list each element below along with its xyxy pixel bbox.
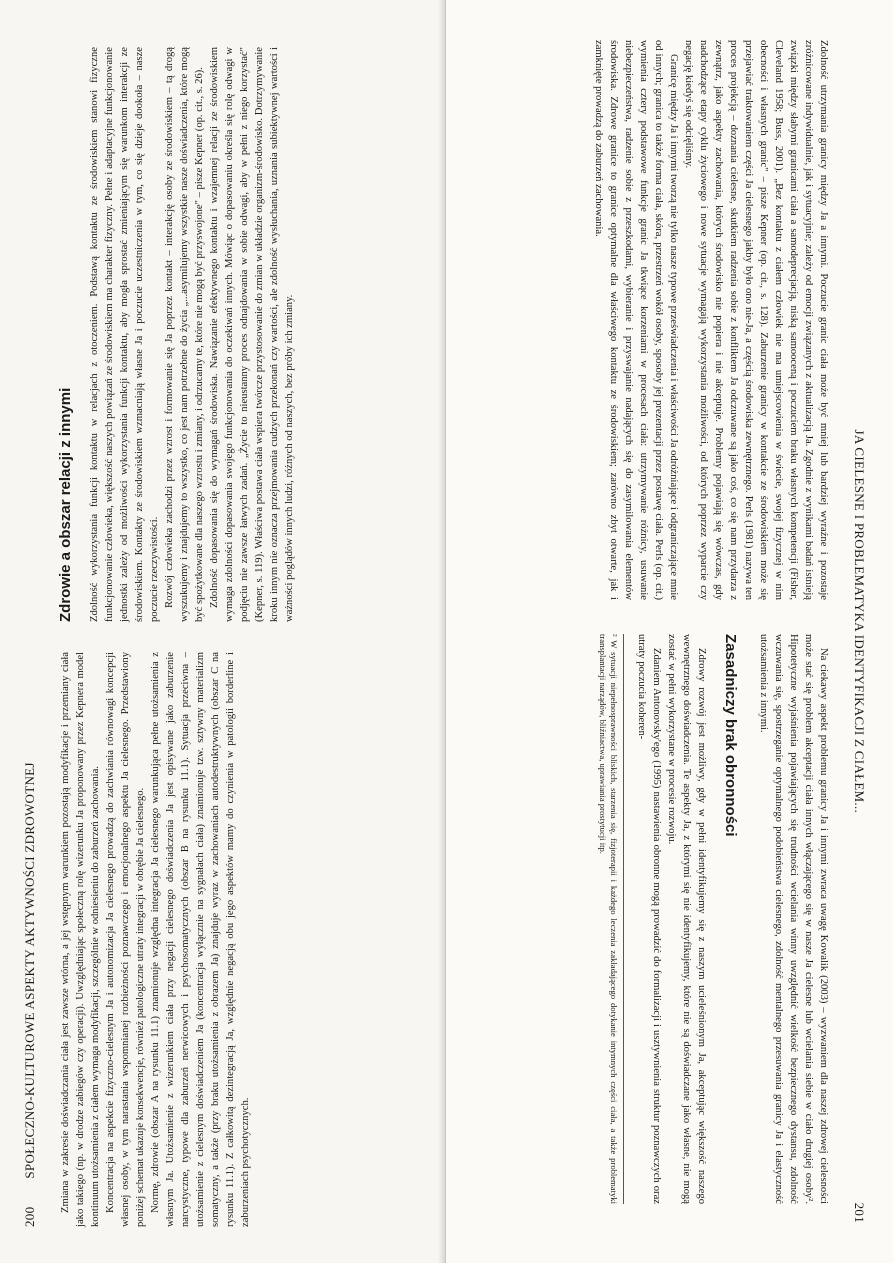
paragraph: Granicę między Ja i innymi tworzą nie tylko nasze typowe przeświadczenia i właściwości Ja odróżniające i odgraniczające mnie od innych; granica to także forma ciała, skóra, przestrzeń wokół osoby, sposoby jej prezentacji przez postawę ciała. Perls (op. cit.) wymienia cztery podstawowe funkcje granic Ja tkwiące korzeniami w procesach ciała: utrzymywanie różnicy, usuwanie niebezpieczeństwa, radzenie sobie z przeszkodami, wybieranie i przyswajanie nadających się do zasymilowania elementów środowiska. Zdrowe granice to granice optymalne dla właściwego kontaktu ze środowiskiem; zarówno zbyt otwarte, jak i zamknięte prowadzą do zaburzeń zachowania. [593, 40, 679, 600]
paragraph: Zdrowy rozwój jest możliwy, gdy w pełni identyfikujemy się z naszym ucieleśnionym Ja, akceptując większość naszego wewnętrznego doświadczenia. Te aspekty Ja, z którymi się nie identyfikujemy, które nie są doświadczane jako własne, nie mogą zostać w pełni wykorzystane w procesie rozwoju. [666, 634, 707, 1204]
paragraph: Rozwój człowieka zachodzi przez wzrost i formowanie się Ja poprzez kontakt – interakcję osoby ze środowiskiem – tą drogą wyszukujemy i znajdujemy to wszystko, co jest nam potrzebne do życia „...asymilujemy wszystkie nasze doświadczenia, które mogą być spożytkowane dla naszego wzrostu i zmiany, i odrzucamy te, które nie mogą być przyswojone" – pisze Kepner (op. cit., s. 26). [164, 47, 205, 622]
right-running-head [845, 40, 867, 1223]
paragraph: Zdaniem Antonovsky'ego (1995) nastawienia obronne mogą prowadzić do formalizacji i usztywnienia struktur poznawczych oraz utraty poczucia koheren- [636, 634, 662, 1204]
paragraph: Koncentracja na aspekcie fizyczno-cielesnym Ja i autonomizacja Ja cielesnego prowadzą do zachwiania równowagi koncepcji własnej osoby, w tym narastania wspomnianej rozbieżności poznawczego i emocjonalnego aspektu Ja cielesnego. Przedstawiony poniżej schemat ukazuje konsekwencje, również patologiczne utraty integracji w obrębie Ja cielesnego. [105, 652, 146, 1227]
right-column-2 [591, 634, 831, 1204]
left-column-1 [58, 652, 297, 1227]
left-running-head [22, 40, 44, 1227]
paragraph: Na ciekawy aspekt problemu granicy Ja i innymi zwraca uwagę Kowalik (2003) – wyzwaniem dla naszej zdrowej cielesności może stać się problem akceptacji ciała innych włączającego się w nasze Ja cielesne lub wcielania siebie w ciało drugiej osoby². Hipotetyczne wyjaśnienia pojawiających się trudności wcielania winny uwzględnić wielkość bezpiecznego dystansu, zdolność wczuwania się, spostrzeganie optymalnego podobieństwa cielesnego, zdolność mentalnego przesuwania granicy Ja i elastyczność utożsamienia z innymi. [758, 634, 829, 1204]
left-page-number: 200 [22, 1206, 37, 1227]
left-page [0, 0, 446, 1263]
paragraph: Zdolność wykorzystania funkcji kontaktu w relacjach z otoczeniem. Podstawą kontaktu ze środowiskiem stanowi fizyczne funkcjonowanie człowieka, większość naszych powiązań ze środowiskiem ma charakter fizyczny. Pełne i adaptacyjne funkcjonowanie jednostki zależy od możliwości wykorzystania funkcji kontaktu, aby mogła sprostać zmieniającym się warunkom interakcji ze środowiskiem. Kontakty ze środowiskiem wzmacniają własne Ja i poczucie uczestniczenia w tym, co się dzieje dookoła – nasze poczucie rzeczywistości. [89, 47, 160, 622]
paragraph: Normę, zdrowie (obszar A na rysunku 11.1) znamionuje względna integracja Ja cielesnego warunkująca pełne utożsamienia z własnym Ja. Utożsamienie z wizerunkiem ciała przy negacji cielesnego doświadczenia Ja jest opisywane jako zaburzenie narcystyczne, typowe dla zaburzeń nerwicowych i psychosomatycznych (obszar B na rysunku 11.1). Sytuacja przeciwna – utożsamienie z cielesnym doświadczeniem Ja (koncentracja wyłącznie na sygnałach ciała) znamionuje tzw. sztywny materializm somatyczny, a także (przy braku utożsamienia z obrazem Ja) znajduje wyraz w zachowaniach autodestruktywnych (obszar C na rysunku 11.1). Z całkowitą dezintegracją Ja, względnie negacją obu jego aspektów mamy do czynienia w patologii borderline i zaburzeniach psychotycznych. [150, 652, 251, 1227]
right-page-number: 201 [852, 1202, 867, 1223]
paragraph: Zmiana w zakresie doświadczania ciała jest zawsze wtórna, a jej wstępnym warunkiem pozostają modyfikacje i przemiany ciała jako takiego (np. w drodze zabiegów czy operacji). Uwzględniając społeczną rolę wizerunku Ja proponowany przez Kepnera model kontinuum utożsamienia z ciałem wymaga modyfikacji, szczególnie w odniesieniu do zaburzeń zachowania. [60, 652, 101, 1227]
left-column-2 [58, 47, 297, 622]
paragraph: Zdolność utrzymania granicy między Ja a innymi. Poczucie granic ciała może być mniej lub bardziej wyraźne i pozostaje zróżnicowane indywidualnie, jak i sytuacyjnie; zależy od emocji związanych z aktualizacją Ja. Zgodnie z wynikami badań istnieją związki między słabymi granicami ciała a samodeprecjacją, niską samooceną i poczuciem braku własnych kompetencji (Fisher, Cleveland 1958; Buss, 2001). „Bez kontaktu z ciałem człowiek nie ma umiejscowienia w świecie, swojej fizycznej w nim obecności i własnych granic" – pisze Kepner (op. cit., s. 128). Zaburzenie granicy w kontakcie ze środowiskiem może się przejawiać traktowaniem części Ja cielesnego jakby było ono nie-Ja, a częścią środowiska zewnętrznego. Perls (1981) nazywa ten proces projekcją – doznania cielesne, skutkiem radzenia sobie z konfliktem Ja odczuwane są jako coś, co się nam przydarza z zewnątrz, jako aspekty zachowania, których środowisko nie popiera i nie akceptuje. Problemy pojawiają się wówczas, gdy nadchodzące etapy cyklu życiowego i nowe sytuacje wymagają wykorzystania możliwości, od których poprzez wyparcie czy negację kiedyś się odcięliśmy. [683, 40, 829, 600]
left-running-title: SPOŁECZNO-KULTUROWE ASPEKTY AKTYWNOŚCI ZDROWOTNEJ [22, 762, 37, 1179]
right-page [446, 0, 893, 1263]
paragraph: Zdolność dopasowania się do wymagań środowiska. Nawiązanie efektywnego kontaktu i wzajemnej relacji ze środowiskiem wymaga zdolności dopasowania swojego funkcjonowania do oczekiwań innych. Mówiąc o dopasowaniu określa się rolę odwagi w podjęciu nie zawsze łatwych zadań. „Życie to nieustanny proces odnajdowania w sobie odwagi, aby w pełni z niego korzystać" (Kepner, s. 119). Właściwa postawa ciała wspiera twórcze przystosowanie do zmian w układzie organizm-środowisko. Dotrzymywanie kroku innym nie oznacza przejmowania cudzych przekonań czy wartości, ale zdolność wysłuchania, uznania subiektywnej wartości i ważności poglądów innych ludzi, różnych od naszych, bez próby ich zmiany. [209, 47, 295, 622]
section-heading: Zdrowie a obszar relacji z innymi [57, 387, 74, 622]
footnote: ² W sytuacji niepełnosprawności bliskich, starzenia się, fizjoterapii i każdego leczenia zakładającego dotykanie intymnych części ciała, a także problematyki transplantacji narządów, bliźniactwa, uprawiania prostytucji itp. [597, 634, 624, 1204]
right-column-1 [591, 40, 831, 600]
section-heading: Zasadniczy brak obronności [722, 634, 739, 837]
right-running-title: JA CIELESNE I PROBLEMATYKA IDENTYFIKACJI Z CIAŁEM... [852, 429, 867, 814]
